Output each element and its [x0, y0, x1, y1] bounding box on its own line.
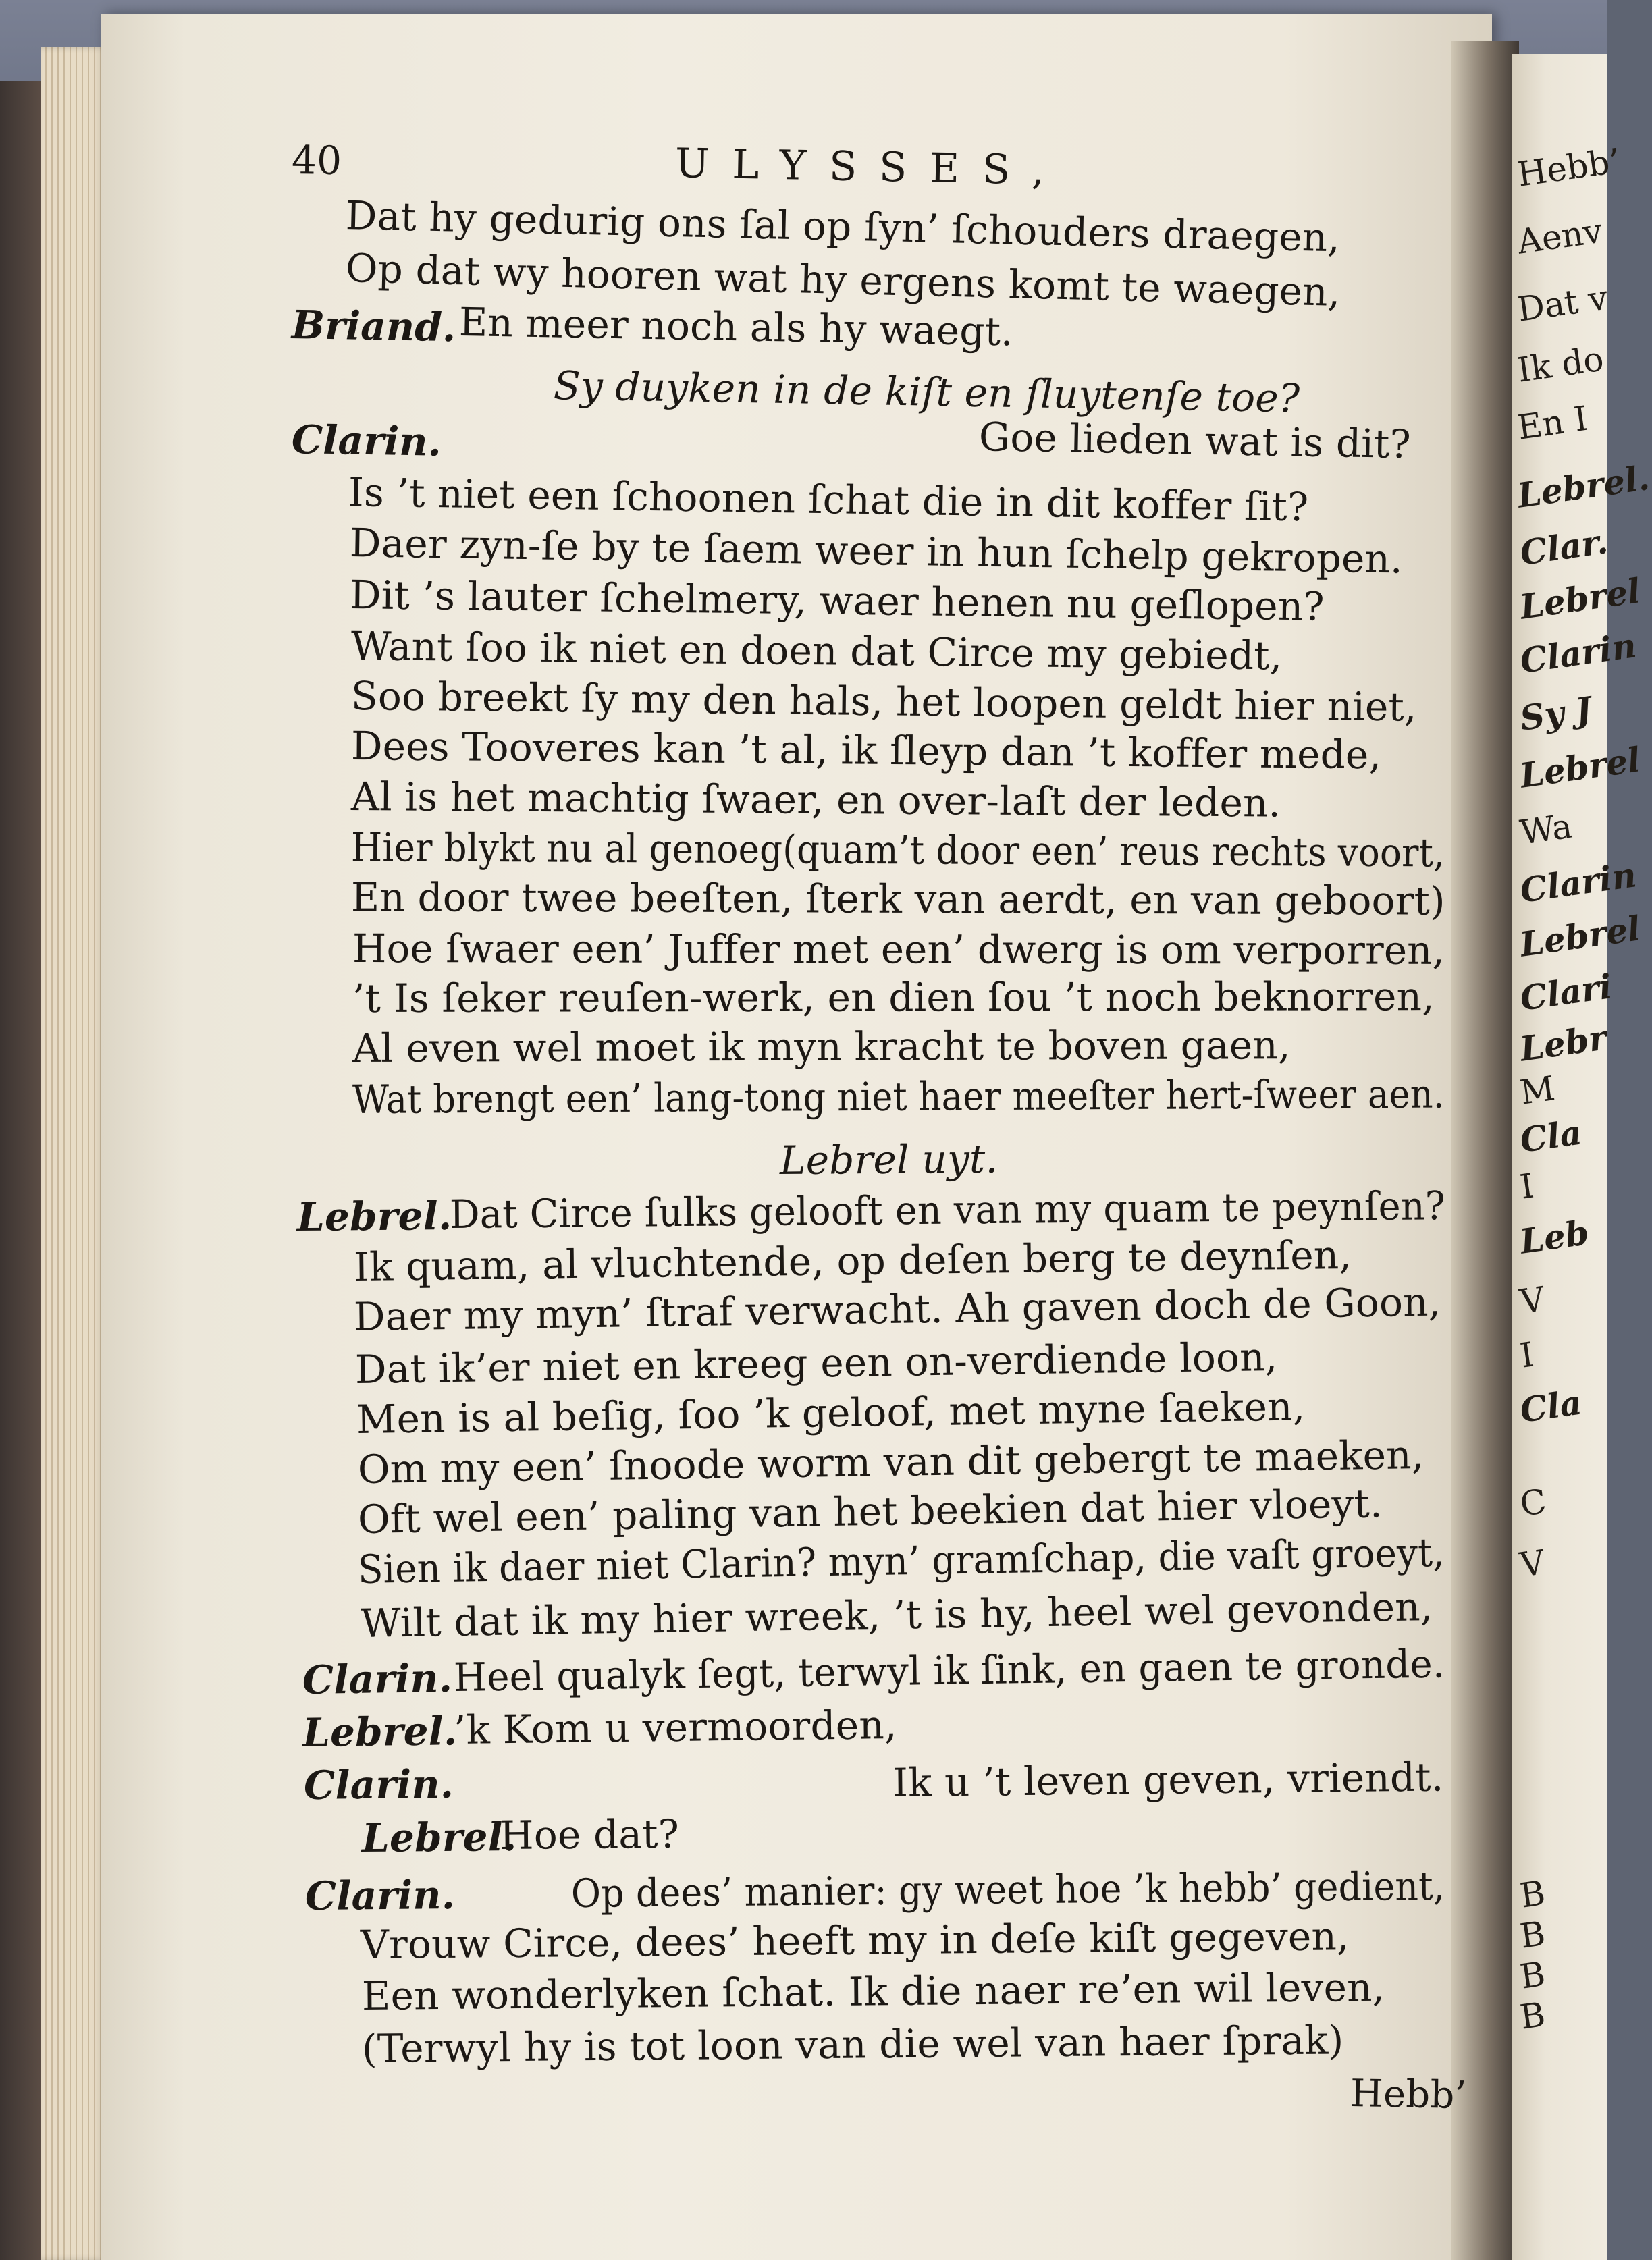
speaker-name: Briand.: [291, 302, 457, 351]
speaker-name: Clarin.: [291, 416, 442, 465]
verse-line: Soo breekt ſy my den hals, het loopen geldt hier niet,: [350, 673, 1418, 730]
speaker-name: Clarin.: [304, 1872, 456, 1919]
verse-line: Oft wel een’ paling van het beekien dat hier vloeyt.: [357, 1480, 1383, 1542]
facing-page-fragment: Clarin: [1517, 855, 1639, 911]
verse-line: Hier blykt nu al genoeg(quam’t door een’ reus rechts voort,: [350, 824, 1445, 876]
speaker-name: Clarin.: [302, 1654, 453, 1703]
facing-page-fragment: Dat v: [1514, 277, 1610, 329]
verse-line: Een wonderlyken ſchat. Ik die naer re’en wil leven,: [361, 1964, 1385, 2019]
facing-page-fragment: Clar.: [1517, 521, 1611, 573]
verse-line: (Terwyl hy is tot loon van die wel van haer ſprak): [361, 2017, 1344, 2072]
facing-page-fragment: En I: [1514, 398, 1591, 448]
facing-page-fragment: V: [1517, 1542, 1547, 1585]
facing-page-fragment: Hebb’: [1514, 140, 1623, 194]
verse-line: Goe lieden wat is dit?: [978, 414, 1412, 468]
verse-line: Ik quam, al vluchtende, op deſen berg te deynſen,: [353, 1231, 1352, 1290]
facing-page-fragment: Clari: [1517, 966, 1615, 1019]
verse-line: Want ſoo ik niet en doen dat Circe my gebiedt,: [350, 623, 1283, 679]
verse-line: ’k Kom u vermoorden,: [453, 1701, 897, 1753]
facing-page-fragment: B: [1517, 1914, 1548, 1956]
facing-page-fragment: Wa: [1517, 806, 1575, 853]
facing-page-fragment: Sy J: [1517, 689, 1595, 738]
verse-line: En meer noch als hy waegt.: [458, 299, 1014, 355]
verse-line: Vrouw Circe, dees’ heeft my in deſe kiſt gegeven,: [360, 1913, 1350, 1968]
verse-line: Dees Tooveres kan ’t al, ik ſleyp dan ’t koffer mede,: [350, 723, 1382, 778]
speaker-name: Lebrel.: [361, 1814, 517, 1861]
verse-line: Sien ik daer niet Clarin? myn’ gramſchap, die vaſt groeyt,: [357, 1529, 1445, 1592]
running-title: ULYSSES,: [674, 140, 1068, 195]
facing-page-fragment: Lebrel.: [1514, 457, 1652, 516]
facing-page-fragment: M: [1517, 1069, 1557, 1112]
speaker-name: Lebrel.: [302, 1708, 458, 1756]
catchword: Hebb’: [1350, 2072, 1468, 2118]
verse-line: Dat hy gedurig ons ſal op ſyn’ ſchouders draegen,: [345, 192, 1341, 261]
facing-page-fragment: Cla: [1517, 1112, 1584, 1160]
verse-line: Op dees’ manier: gy weet hoe ’k hebb’ gedient,: [570, 1862, 1445, 1916]
verse-line: Dat ik’er niet en kreeg een on-verdiende loon,: [354, 1333, 1278, 1393]
verse-line: Heel qualyk ſegt, terwyl ik ſink, en gaen te gronde.: [453, 1640, 1445, 1700]
facing-page-fragment: C: [1517, 1481, 1549, 1524]
facing-page-fragment: B: [1517, 1995, 1548, 2037]
facing-page-fragment: Lebrel: [1517, 570, 1643, 627]
facing-page-fragment: V: [1517, 1279, 1547, 1322]
verse-line: Ik u ’t leven geven, vriendt.: [892, 1754, 1444, 1806]
verse-line: Daer zyn-ſe by te ſaem weer in hun ſchelp gekropen.: [349, 520, 1404, 583]
facing-page-fragment: Cla: [1517, 1382, 1584, 1430]
verse-line: Men is al beſig, ſoo ’k geloof, met myne ſaeken,: [356, 1383, 1306, 1443]
facing-page-fragment: Clarin: [1517, 625, 1639, 681]
stage-direction: Sy duyken in de kiſt en ſluytenſe toe?: [553, 362, 1300, 422]
verse-line: Is ’t niet een ſchoonen ſchat die in dit koffer ſit?: [348, 469, 1309, 531]
page-number: 40: [291, 137, 342, 184]
verse-line: Al even wel moet ik myn kracht te boven gaen,: [352, 1022, 1291, 1071]
verse-line: Om my een’ ſnoode worm van dit gebergt te maeken,: [357, 1431, 1424, 1492]
verse-line: Wilt dat ik my hier wreek, ’t is hy, heel wel gevonden,: [360, 1584, 1433, 1646]
verse-line: Op dat wy hooren wat hy ergens komt te waegen,: [345, 245, 1341, 316]
verse-line: Dat Circe ſulks gelooft en van my quam te peynſen?: [449, 1183, 1446, 1237]
facing-page-fragment: Ik do: [1514, 339, 1606, 390]
verse-line: Hoe dat?: [499, 1810, 680, 1858]
verse-line: Dit ’s lauter ſchelmery, waer henen nu geſlopen?: [349, 572, 1325, 630]
verse-line: ’t Is ſeker reuſen-werk, en dien ſou ’t noch beknorren,: [352, 973, 1435, 1021]
facing-page-fragment: Leb: [1517, 1212, 1592, 1262]
facing-page-fragment: I: [1517, 1166, 1537, 1207]
facing-page-fragment: Aenv: [1514, 211, 1605, 262]
verse-line: Al is het machtig ſwaer, en over-laſt der leden.: [350, 774, 1281, 826]
facing-page-fragment: Lebr: [1517, 1017, 1609, 1069]
verse-line: Daer my myn’ ſtraf verwacht. Ah gaven doch de Goon,: [353, 1279, 1441, 1340]
verse-line: En door twee beeſten, ſterk van aerdt, en van geboort): [350, 874, 1445, 924]
stage-direction: Lebrel uyt.: [779, 1135, 998, 1183]
facing-page-fragment: I: [1517, 1335, 1537, 1376]
facing-page-fragment: B: [1517, 1954, 1548, 1997]
facing-page-fragment: Lebrel: [1517, 908, 1643, 965]
facing-page-fragment: B: [1517, 1873, 1548, 1916]
verse-line: Hoe ſwaer een’ Juffer met een’ dwerg is om verporren,: [352, 925, 1445, 973]
speaker-name: Lebrel.: [296, 1193, 452, 1240]
facing-page-fragment: Lebrel: [1517, 739, 1643, 796]
speaker-name: Clarin.: [303, 1760, 454, 1808]
verse-line: Wat brengt een’ lang-tong niet haer meeſter hert-ſweer aen.: [352, 1071, 1445, 1123]
